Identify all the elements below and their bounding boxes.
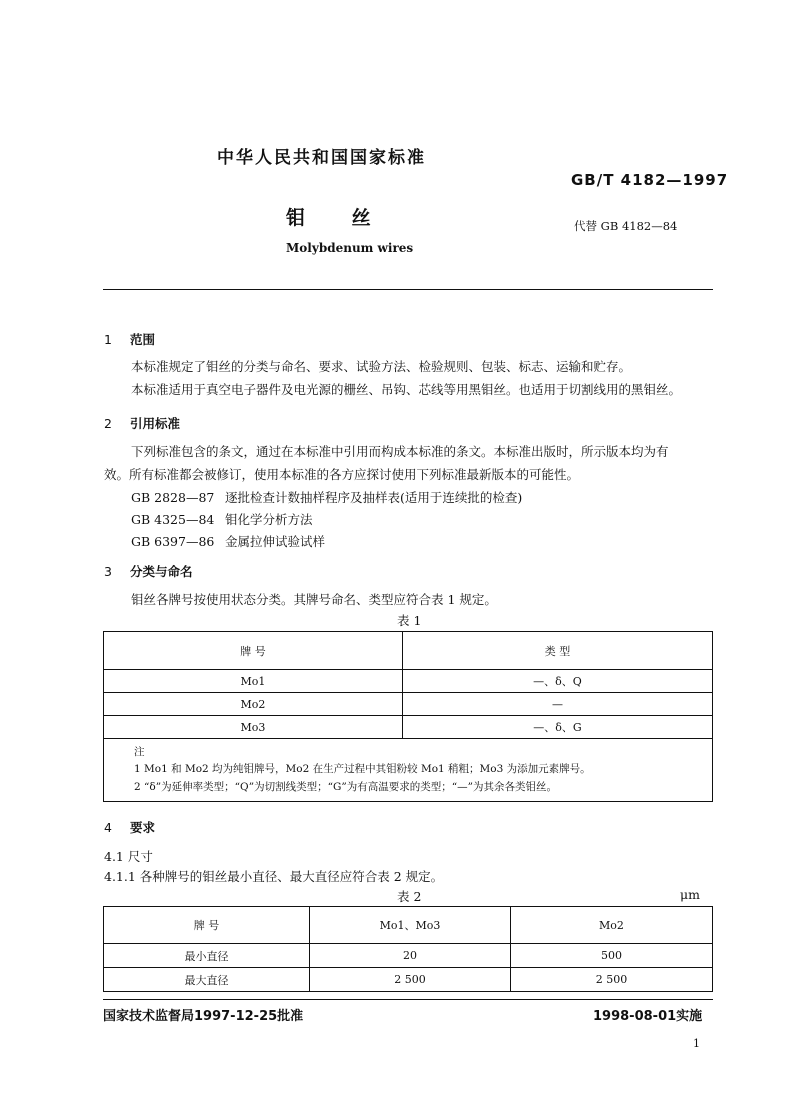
table-2-caption: 表 2 [397, 889, 422, 904]
table-1-notes-row [104, 739, 713, 802]
value-cell: 2 500 [511, 968, 713, 992]
row-label-cell: 最大直径 [104, 968, 310, 992]
note-2: 2 “δ”为延伸率类型；“Q”为切割线类型；“G”为有高温要求的类型；“—”为其余各类钼丝。 [134, 781, 557, 793]
approval-note: 国家技术监督局1997-12-25批准 [103, 1009, 304, 1024]
header-rule [103, 289, 713, 290]
section-3-heading: 3 分类与命名 [104, 564, 193, 579]
document-title-cn: 钼 丝 [286, 207, 371, 229]
document-title-en: Molybdenum wires [286, 241, 414, 255]
table-2-col-mo1-mo3: Mo1、Mo3 [310, 907, 511, 944]
table-2 [103, 906, 713, 992]
section-1-para-2: 本标准适用于真空电子器件及电光源的栅丝、吊钩、芯线等用黑钼丝。也适用于切割线用的黑钼丝。 [131, 382, 682, 397]
table-2-col-mo2: Mo2 [511, 907, 713, 944]
type-cell: —、δ、G [403, 716, 713, 739]
section-3-para-1: 钼丝各牌号按使用状态分类。其牌号命名、类型应符合表 1 规定。 [131, 592, 497, 607]
replaces-note: 代替 GB 4182—84 [574, 219, 678, 233]
table-row [104, 670, 713, 693]
section-4-heading: 4 要求 [104, 820, 156, 835]
type-cell: — [403, 693, 713, 716]
value-cell: 2 500 [310, 968, 511, 992]
page-number: 1 [693, 1037, 700, 1050]
table-2-unit: μm [680, 887, 700, 902]
grade-cell: Mo1 [104, 670, 403, 693]
section-1-heading: 1 范围 [104, 332, 156, 347]
table-1-notes [104, 739, 713, 802]
section-2-heading: 2 引用标准 [104, 416, 181, 431]
note-1: 1 Mo1 和 Mo2 均为纯钼牌号，Mo2 在生产过程中其钼粉较 Mo1 稍粗；Mo3 为添加元素牌号。 [134, 763, 591, 775]
section-2-para-1a: 下列标准包含的条文，通过在本标准中引用而构成本标准的条文。本标准出版时，所示版本均为有 [131, 444, 669, 459]
table-1-col-type: 类 型 [403, 632, 713, 670]
value-cell: 500 [511, 944, 713, 968]
implementation-date: 1998-08-01实施 [593, 1009, 703, 1024]
grade-cell: Mo2 [104, 693, 403, 716]
table-row [104, 944, 713, 968]
table-row [104, 693, 713, 716]
note-label: 注 [134, 746, 145, 758]
subsection-4-1-1: 4.1.1 各种牌号的钼丝最小直径、最大直径应符合表 2 规定。 [104, 869, 444, 884]
table-1-header-row [104, 632, 713, 670]
standard-code: GB/T 4182—1997 [571, 171, 729, 189]
row-label-cell: 最小直径 [104, 944, 310, 968]
section-2-para-1b: 效。所有标准都会被修订，使用本标准的各方应探讨使用下列标准最新版本的可能性。 [104, 467, 580, 482]
grade-cell: Mo3 [104, 716, 403, 739]
footer-rule [103, 999, 713, 1000]
reference-item: GB 2828—87 逐批检查计数抽样程序及抽样表(适用于连续批的检查) [131, 490, 523, 505]
table-row [104, 968, 713, 992]
table-1-caption: 表 1 [397, 613, 422, 628]
value-cell: 20 [310, 944, 511, 968]
table-2-header-row [104, 907, 713, 944]
reference-item: GB 6397—86 金属拉伸试验试样 [131, 534, 326, 549]
table-1 [103, 631, 713, 802]
type-cell: —、δ、Q [403, 670, 713, 693]
standard-org-title: 中华人民共和国国家标准 [217, 148, 426, 168]
section-1-para-1: 本标准规定了钼丝的分类与命名、要求、试验方法、检验规则、包装、标志、运输和贮存。 [131, 359, 632, 374]
table-2-col-grade: 牌 号 [104, 907, 310, 944]
reference-item: GB 4325—84 钼化学分析方法 [131, 512, 313, 527]
table-1-col-grade: 牌 号 [104, 632, 403, 670]
subsection-4-1: 4.1 尺寸 [104, 849, 153, 864]
table-row [104, 716, 713, 739]
